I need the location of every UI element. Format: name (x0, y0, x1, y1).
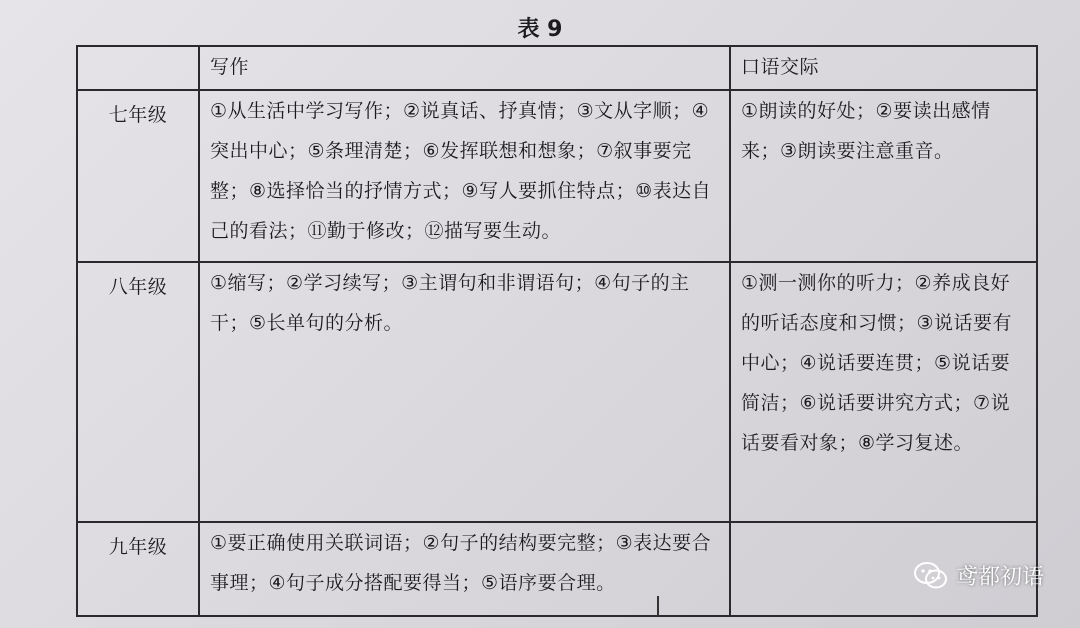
grade-cell (77, 262, 199, 522)
writing-cell (199, 90, 730, 262)
speaking-text: ①测一测你的听力；②养成良好的听话态度和习惯；③说话要有中心；④说话要连贯；⑤说话要简洁；⑥说话要讲究方式；⑦说话要看对象；⑧学习复述。 (741, 272, 1013, 454)
table-row (77, 262, 1037, 522)
writing-text: ①要正确使用关联词语；②句子的结构要完整；③表达要合事理；④句子成分搭配要得当；⑤语序要合理。 (210, 532, 712, 594)
text-cursor (657, 596, 659, 616)
speaking-cell (730, 262, 1037, 522)
grade-label: 八年级 (108, 276, 168, 298)
grade-cell (77, 522, 199, 616)
table-row (77, 522, 1037, 616)
writing-text: ①缩写；②学习续写；③主谓句和非谓语句；④句子的主干；⑤长单句的分析。 (210, 272, 690, 334)
header-cell-writing: 写作 (199, 46, 730, 90)
grade-cell (77, 90, 199, 262)
grade-label: 七年级 (108, 104, 168, 126)
curriculum-table (76, 45, 1038, 617)
header-cell-speaking: 口语交际 (730, 46, 1037, 90)
wechat-icon (914, 561, 948, 591)
speaking-text: ①朗读的好处；②要读出感情来；③朗读要注意重音。 (741, 100, 991, 162)
watermark-text: 鸢都初语 (955, 565, 1044, 590)
header-cell-grade (77, 46, 199, 90)
table-row (77, 90, 1037, 262)
table-title: 表 9 (517, 17, 563, 42)
grade-label: 九年级 (108, 536, 168, 558)
writing-text: ①从生活中学习写作；②说真话、抒真情；③文从字顺；④突出中心；⑤条理清楚；⑥发挥联想和想象；⑦叙事要完整；⑧选择恰当的抒情方式；⑨写人要抓住特点；⑩表达自己的看法；⑪勤于修改；⑫描写要生动。 (210, 100, 712, 242)
writing-cell (199, 262, 730, 522)
table-header-row (77, 46, 1037, 90)
writing-cell (199, 522, 730, 616)
speaking-cell (730, 90, 1037, 262)
watermark (914, 560, 1044, 591)
